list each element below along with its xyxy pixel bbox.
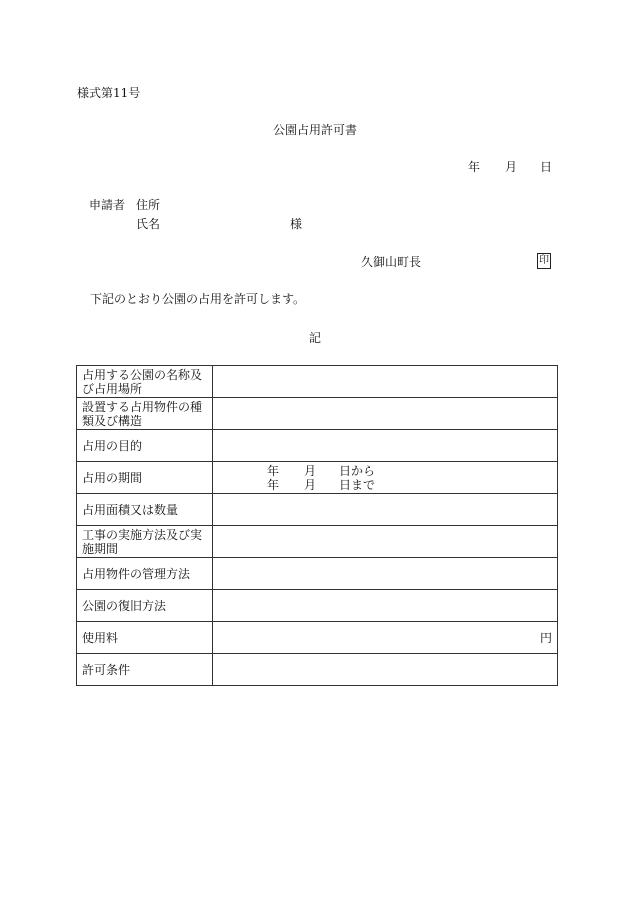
table-row <box>77 622 558 654</box>
table-row <box>77 526 558 558</box>
table-row <box>77 366 558 398</box>
value-cell-area[interactable] <box>213 494 558 526</box>
row-label-period: 占用の期間 <box>77 462 213 494</box>
period-from-year: 年 <box>267 463 280 478</box>
value-cell-period[interactable] <box>213 462 558 494</box>
row-label-conditions: 許可条件 <box>77 654 213 686</box>
period-from-month: 月 <box>304 463 317 478</box>
seal-mark: 印 <box>537 253 551 269</box>
row-label-restoration: 公園の復旧方法 <box>77 590 213 622</box>
yen-unit: 円 <box>539 630 552 645</box>
value-cell-park-name[interactable] <box>213 366 558 398</box>
address-label: 住所 <box>136 198 161 212</box>
table-row <box>77 590 558 622</box>
intro-text: 下記のとおり公園の占用を許可します。 <box>90 292 306 306</box>
row-label-purpose: 占用の目的 <box>77 430 213 462</box>
ki-heading: 記 <box>308 331 321 345</box>
row-label-fee: 使用料 <box>77 622 213 654</box>
table-row <box>77 494 558 526</box>
period-from-line <box>218 464 552 478</box>
value-cell-purpose[interactable] <box>213 430 558 462</box>
date-month-label: 月 <box>505 160 518 174</box>
value-cell-structure[interactable] <box>213 398 558 430</box>
period-to-line <box>218 478 552 492</box>
applicant-label: 申請者 <box>89 198 126 212</box>
row-label-structure: 設置する占用物件の種類及び構造 <box>77 398 213 430</box>
document-title: 公園占用許可書 <box>272 123 357 137</box>
row-label-park-name: 占用する公園の名称及び占用場所 <box>77 366 213 398</box>
table-row <box>77 558 558 590</box>
table-row <box>77 430 558 462</box>
period-to-month: 月 <box>304 477 317 492</box>
value-cell-management[interactable] <box>213 558 558 590</box>
row-label-construction: 工事の実施方法及び実施期間 <box>77 526 213 558</box>
value-cell-conditions[interactable] <box>213 654 558 686</box>
date-year-label: 年 <box>468 160 481 174</box>
honorific-label: 様 <box>290 217 303 231</box>
table-row <box>77 398 558 430</box>
issuer-title: 久御山町長 <box>361 255 422 269</box>
row-label-management: 占用物件の管理方法 <box>77 558 213 590</box>
name-label: 氏名 <box>136 217 161 231</box>
period-to-day: 日まで <box>339 477 376 492</box>
permit-details-table <box>76 365 558 686</box>
row-label-area: 占用面積又は数量 <box>77 494 213 526</box>
table-row <box>77 654 558 686</box>
date-day-label: 日 <box>540 160 553 174</box>
value-cell-fee[interactable] <box>213 622 558 654</box>
table-row <box>77 462 558 494</box>
period-from-day: 日から <box>339 463 376 478</box>
value-cell-restoration[interactable] <box>213 590 558 622</box>
period-to-year: 年 <box>267 477 280 492</box>
form-number: 様式第11号 <box>77 86 141 100</box>
value-cell-construction[interactable] <box>213 526 558 558</box>
